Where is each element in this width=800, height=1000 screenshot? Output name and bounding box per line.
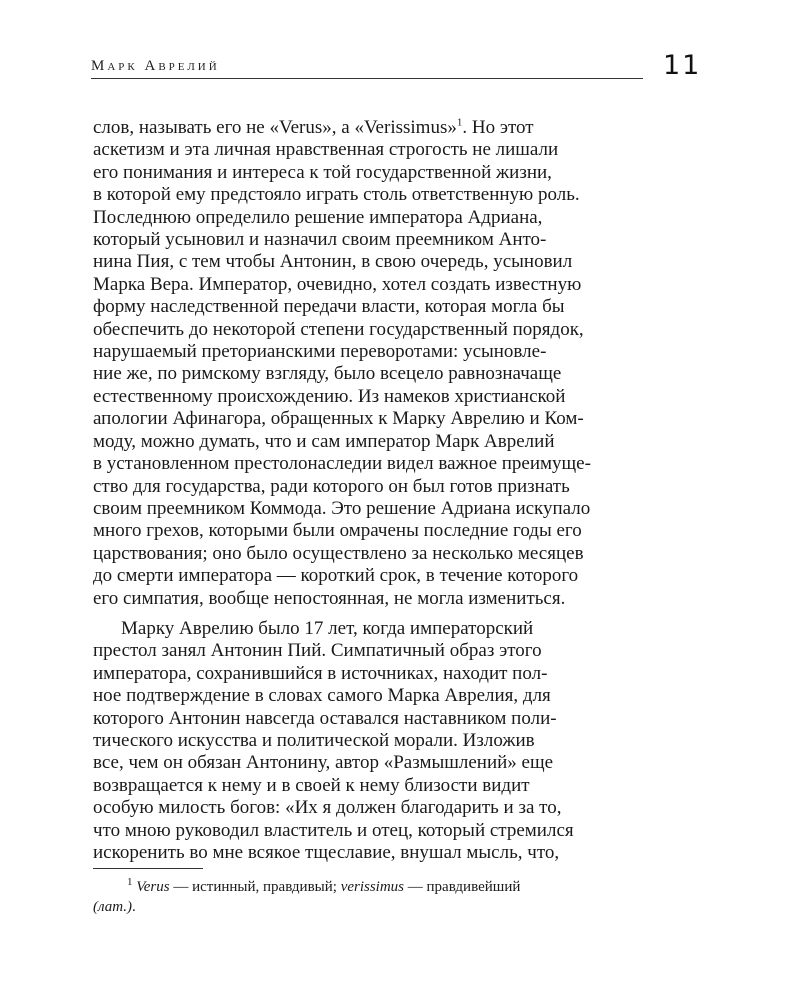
text-line: в установленном престолонаследии видел важное преимуще- — [93, 453, 591, 475]
text-line: Марку Аврелию было 17 лет, когда императорский — [121, 617, 534, 639]
text-line: ство для государства, ради которого он был готов признать — [93, 475, 570, 497]
header-rule — [91, 78, 643, 79]
text-line: до смерти императора — короткий срок, в течение которого — [93, 565, 579, 587]
text-line: форму наследственной передачи власти, которая могла бы — [93, 296, 565, 318]
text-line: которого Антонин навсегда оставался наставником поли- — [93, 707, 557, 729]
text-line: естественному происхождению. Из намеков христианской — [93, 385, 566, 407]
footnote-term: verissimus — [340, 879, 405, 895]
footnote-rule — [93, 868, 203, 869]
text-line: что мною руководил властитель и отец, который стремился — [93, 819, 574, 841]
text-line: слов, называть его не «Verus», а «Verissimus»$^1$. Но этот — [93, 116, 534, 138]
text-line: ное подтверждение в словах самого Марка Аврелия, для — [93, 685, 551, 707]
text-line: возвращается к нему и в своей к нему близости видит — [93, 774, 530, 796]
text-line: аскетизм и эта личная нравственная строгость не лишали — [93, 139, 559, 161]
text-line: царствования; оно было осуществлено за несколько месяцев — [93, 542, 584, 564]
text-line: много грехов, которыми были омрачены последние годы его — [93, 520, 582, 542]
text-line: в которой ему предстояло играть столь ответственную роль. — [93, 184, 580, 206]
text-line: искоренить во мне всякое тщеславие, внушал мысль, что, — [93, 842, 560, 863]
page-number: 11 — [663, 50, 702, 81]
text-line: Последнюю определило решение императора Адриана, — [93, 206, 543, 228]
text-line: который усыновил и назначил своим преемником Анто- — [93, 229, 547, 251]
text-line: апологии Афинагора, обращенных к Марку Аврелию и Ком- — [93, 408, 584, 430]
text-line: императора, сохранившийся в источниках, находит пол- — [93, 662, 548, 684]
text-line: нарушаемый преторианскими переворотами: усыновле- — [93, 341, 547, 363]
text-line: особую милость богов: «Их я должен благодарить и за то, — [93, 797, 562, 819]
text-line: его понимания и интереса к той государственной жизни, — [93, 161, 552, 183]
body-text — [93, 117, 688, 864]
footnote-lang: (лат.) — [93, 899, 132, 915]
text-line: его симпатия, вообще непостоянная, не могла измениться. — [93, 587, 566, 609]
running-head: Марк Аврелий — [91, 58, 220, 74]
footnote-marker: 1 — [127, 876, 133, 888]
text-line: тического искусства и политической морали. Изложив — [93, 729, 535, 751]
footnote-line: (лат.). — [93, 899, 136, 915]
text-line: Марка Вера. Император, очевидно, хотел создать известную — [93, 273, 582, 295]
footnote — [93, 877, 693, 917]
footnote-line: $^1$ Verus — истинный, правдивый; verissimus — правдивейший — [127, 876, 521, 895]
text-line: престол занял Антонин Пий. Симпатичный образ этого — [93, 640, 542, 662]
text-line: нина Пия, с тем чтобы Антонин, в свою очередь, усыновил — [93, 251, 573, 273]
text-line: ние же, по римскому взгляду, было всецело равнозначаще — [93, 363, 562, 385]
text-line: своим преемником Коммода. Это решение Адриана искупало — [93, 497, 591, 519]
text-line: моду, можно думать, что и сам император Марк Аврелий — [93, 430, 555, 452]
text-line: все, чем он обязан Антонину, автор «Размышлений» еще — [93, 752, 554, 774]
text-line: обеспечить до некоторой степени государственный порядок, — [93, 318, 584, 340]
footnote-ref: 1 — [456, 116, 463, 129]
footnote-term: Verus — [136, 879, 170, 895]
